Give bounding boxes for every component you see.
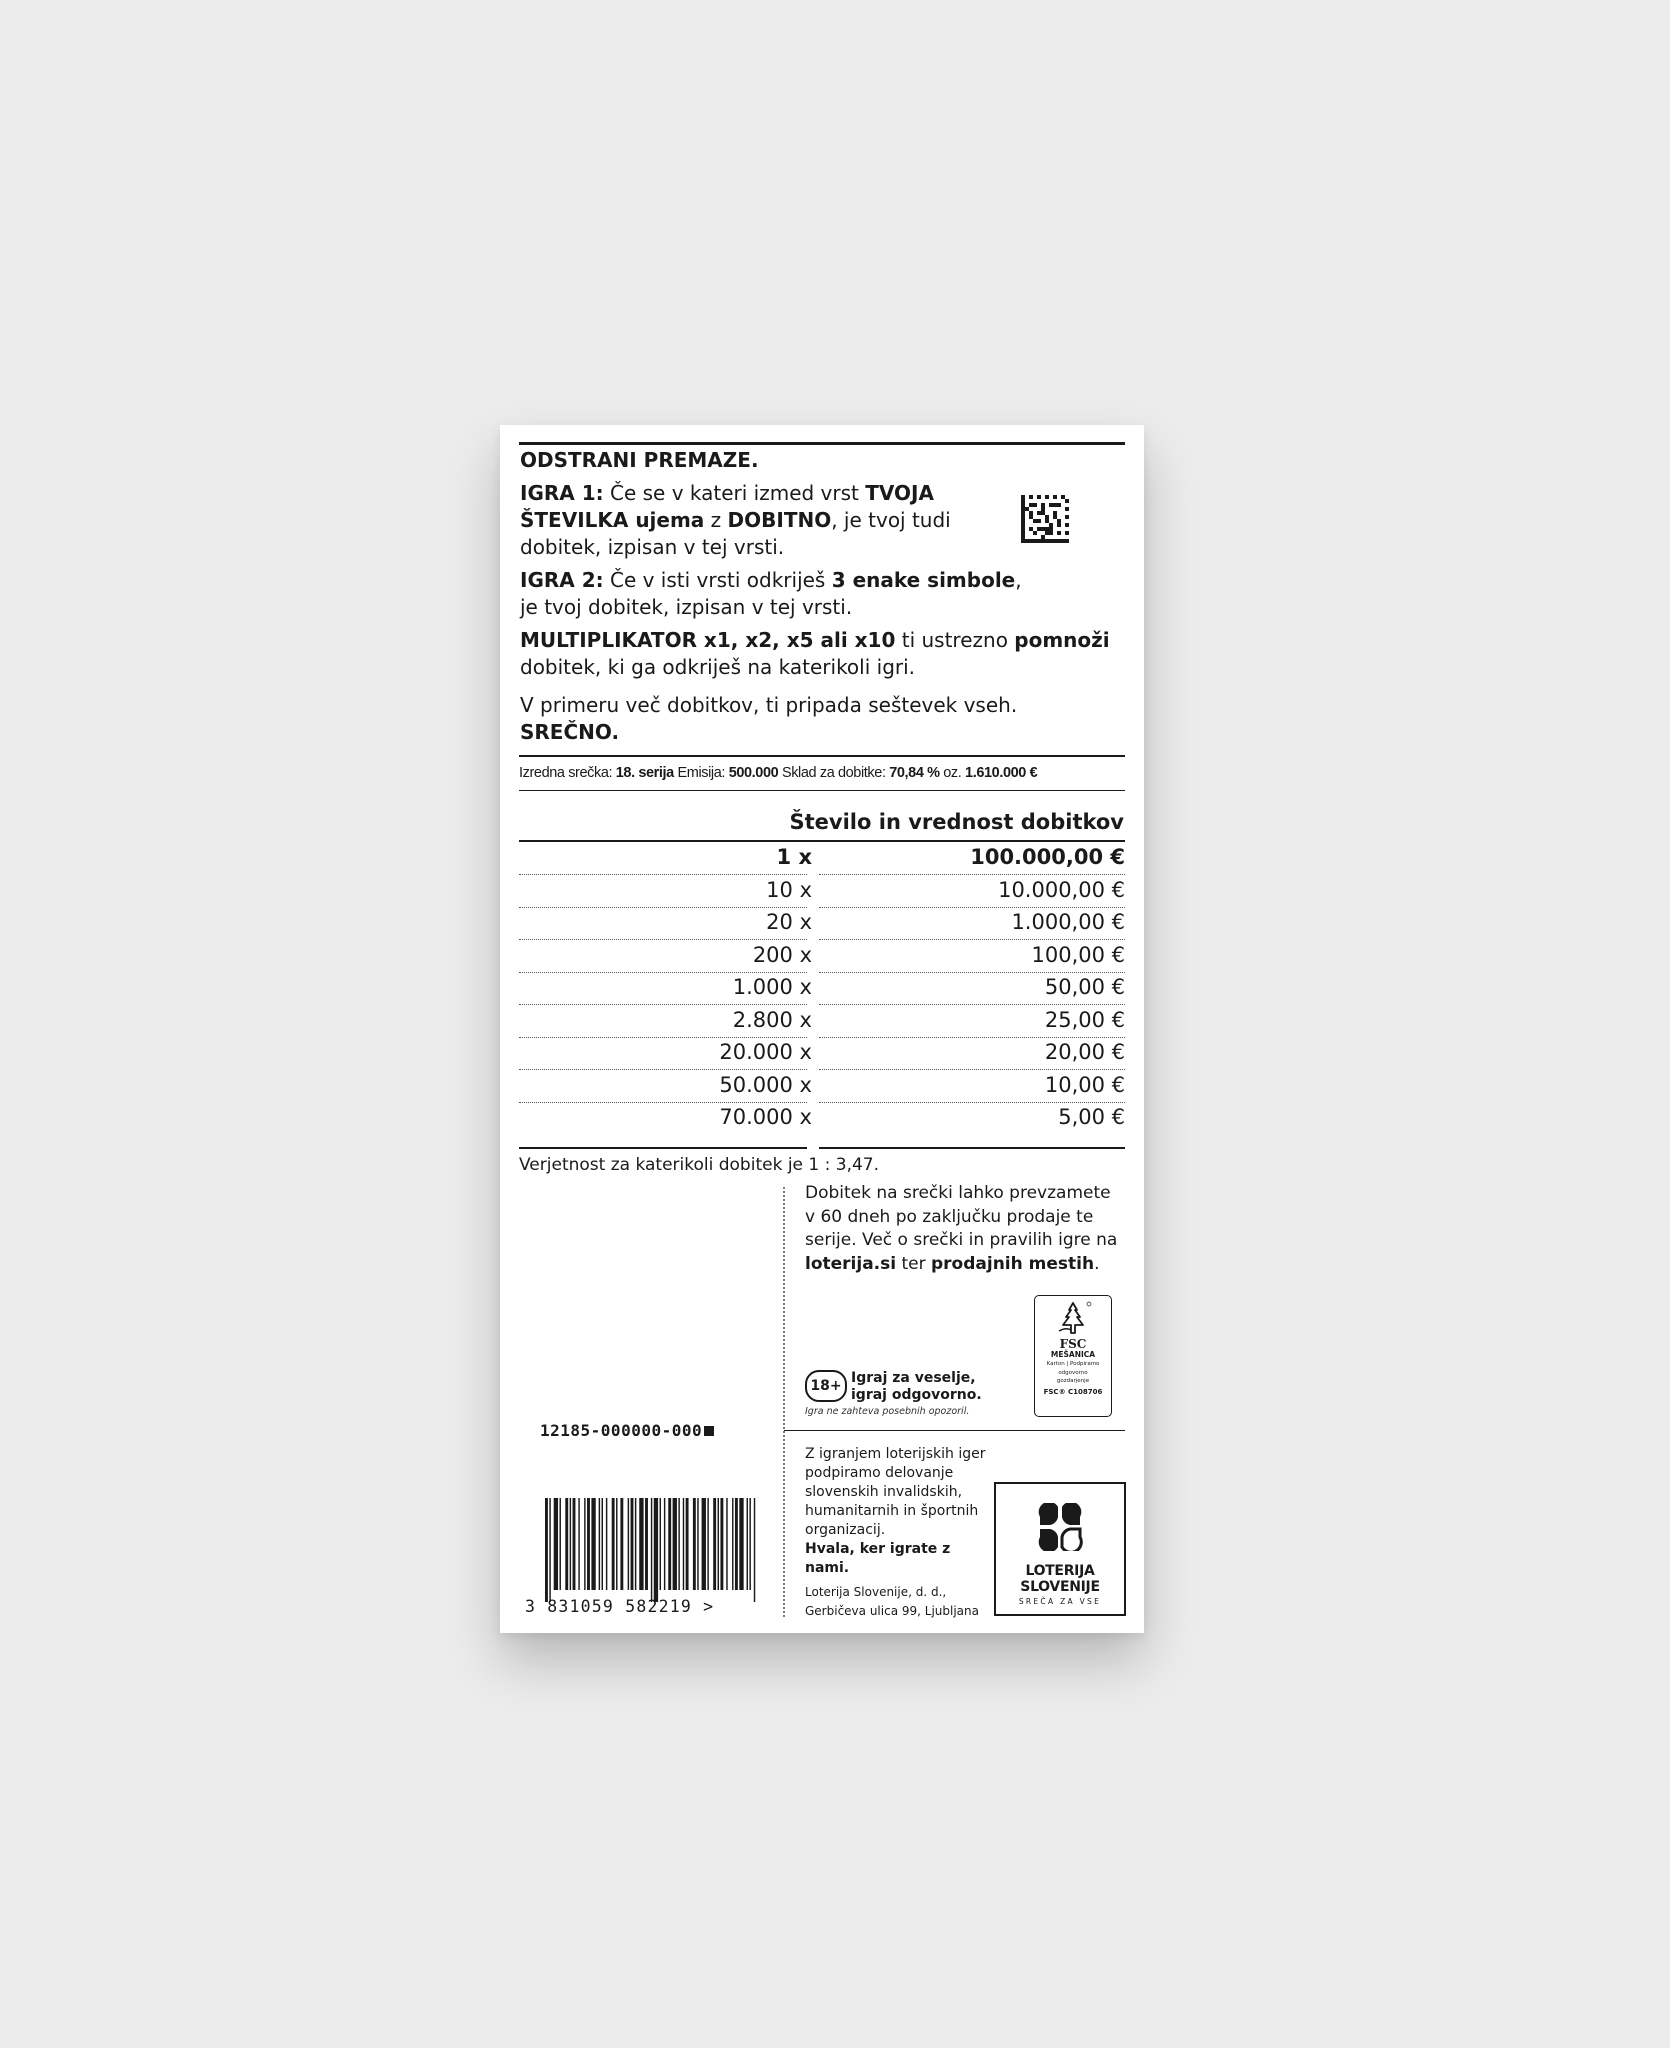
prize-row: [519, 1103, 1125, 1135]
series-bottom-rule: [519, 790, 1125, 791]
series-top-rule: [519, 755, 1125, 757]
prize-table-bottom-rule-right: [819, 1147, 1125, 1149]
prize-row: [519, 1071, 1125, 1103]
prize-amount: 1.000,00 €: [1011, 910, 1125, 934]
prize-row: [519, 843, 1125, 875]
multiplier-rules: MULTIPLIKATOR x1, x2, x5 ali x10 ti ustrezno pomnoži dobitek, ki ga odkriješ na katerikoli igri.: [520, 628, 1110, 679]
prize-count: 200 x: [752, 942, 812, 967]
prize-count: 70.000 x: [719, 1105, 812, 1129]
prize-amount: 50,00 €: [1044, 975, 1125, 999]
website-link[interactable]: loterija.si: [805, 1253, 897, 1274]
prize-amount: 10,00 €: [1044, 1072, 1125, 1097]
barcode: [545, 1498, 759, 1602]
prize-amount: 20,00 €: [1044, 1040, 1125, 1064]
thanks-line: Hvala, ker igrate z nami.: [805, 1541, 951, 1576]
age-18-badge: 18+: [805, 1370, 847, 1402]
prize-amount: 5,00 €: [1058, 1105, 1125, 1129]
prize-count: 20.000 x: [719, 1040, 812, 1064]
responsible-gaming: [805, 1360, 1015, 1420]
prize-count: 2.800 x: [732, 1007, 812, 1032]
clover-icon: [1036, 1503, 1084, 1551]
logo-tagline: SREČA ZA VSE: [1018, 1597, 1102, 1606]
prize-row: [519, 973, 1125, 1005]
prize-count: 20 x: [766, 910, 812, 934]
prize-count: 10 x: [766, 877, 812, 902]
company-address: Loterija Slovenije, d. d., Gerbičeva ulica 99, Ljubljana: [805, 1585, 979, 1618]
prize-table-bottom-rule-left: [519, 1147, 807, 1149]
prize-amount: 25,00 €: [1044, 1007, 1125, 1032]
prize-table-title: Število in vrednost dobitkov: [789, 810, 1124, 834]
prize-table-top-rule: [519, 840, 1125, 842]
top-rule: [519, 442, 1125, 445]
barcode-number: 3 831059 582219 >: [525, 1597, 715, 1616]
fsc-small-2: odgovorno: [1058, 1369, 1088, 1376]
fsc-certification: [1034, 1295, 1112, 1417]
dotted-divider: [783, 1187, 785, 1617]
logo-name: LOTERIJA SLOVENIJE: [1020, 1563, 1100, 1595]
support-statement: Z igranjem loterijskih iger podpiramo delovanje slovenskih invalidskih, humanitarnih in športnih organizacij. Hvala, ker igrate z nami.: [805, 1446, 986, 1576]
fsc-label: MEŠANICA: [1050, 1350, 1096, 1359]
lottery-ticket-back: [500, 425, 1144, 1633]
prize-count: 1.000 x: [732, 975, 812, 999]
prize-row: [519, 908, 1125, 940]
fsc-small-1: Karton | Podpiramo: [1046, 1361, 1100, 1367]
prize-amount: 100.000,00 €: [970, 845, 1125, 869]
prize-row: [519, 1006, 1125, 1038]
win-odds: Verjetnost za katerikoli dobitek je 1 : 3,47.: [519, 1155, 880, 1175]
prize-amount: 10.000,00 €: [998, 877, 1125, 902]
prize-row: [519, 876, 1125, 908]
datamatrix-code: [1021, 495, 1069, 543]
prize-count: 1 x: [776, 845, 812, 869]
game1-rules: IGRA 1: Če se v kateri izmed vrst TVOJA ŠTEVILKA ujema z DOBITNO, je tvoj tudi dobitek, izpisan v tej vrsti.: [520, 481, 951, 559]
fsc-tree-icon: [1053, 1300, 1093, 1338]
game2-rules: IGRA 2: Če v isti vrsti odkriješ 3 enake simbole, je tvoj dobitek, izpisan v tej vrsti.: [520, 568, 1022, 619]
responsible-slogan: Igraj za veselje, igraj odgovorno.: [851, 1370, 982, 1403]
responsible-note: Igra ne zahteva posebnih opozoril.: [805, 1406, 970, 1417]
series-info: Izredna srečka: 18. serija Emisija: 500.000 Sklad za dobitke: 70,84 % oz. 1.610.000 €: [519, 765, 1038, 781]
fsc-small-3: gozdarjenje: [1056, 1378, 1090, 1384]
prize-amount: 100,00 €: [1031, 942, 1125, 967]
loterija-slovenije-logo: [994, 1482, 1126, 1616]
good-luck: SREČNO.: [520, 720, 620, 744]
prize-row: [519, 1038, 1125, 1070]
claim-info: Dobitek na srečki lahko prevzamete v 60 dneh po zaključku prodaje te serije. Več o srečki in pravilih igre na loterija.si ter prodajnih mestih.: [805, 1183, 1118, 1274]
ticket-serial: 12185-000000-000: [540, 1421, 714, 1440]
prize-row: [519, 941, 1125, 973]
prize-count: 50.000 x: [719, 1072, 812, 1097]
fsc-name: FSC: [1059, 1337, 1087, 1351]
instructions-heading: ODSTRANI PREMAZE.: [520, 448, 759, 472]
fsc-code: FSC® C108706: [1043, 1387, 1103, 1396]
footer-rule: [784, 1430, 1125, 1431]
sum-note: V primeru več dobitkov, ti pripada seštevek vseh. SREČNO.: [520, 693, 1018, 744]
